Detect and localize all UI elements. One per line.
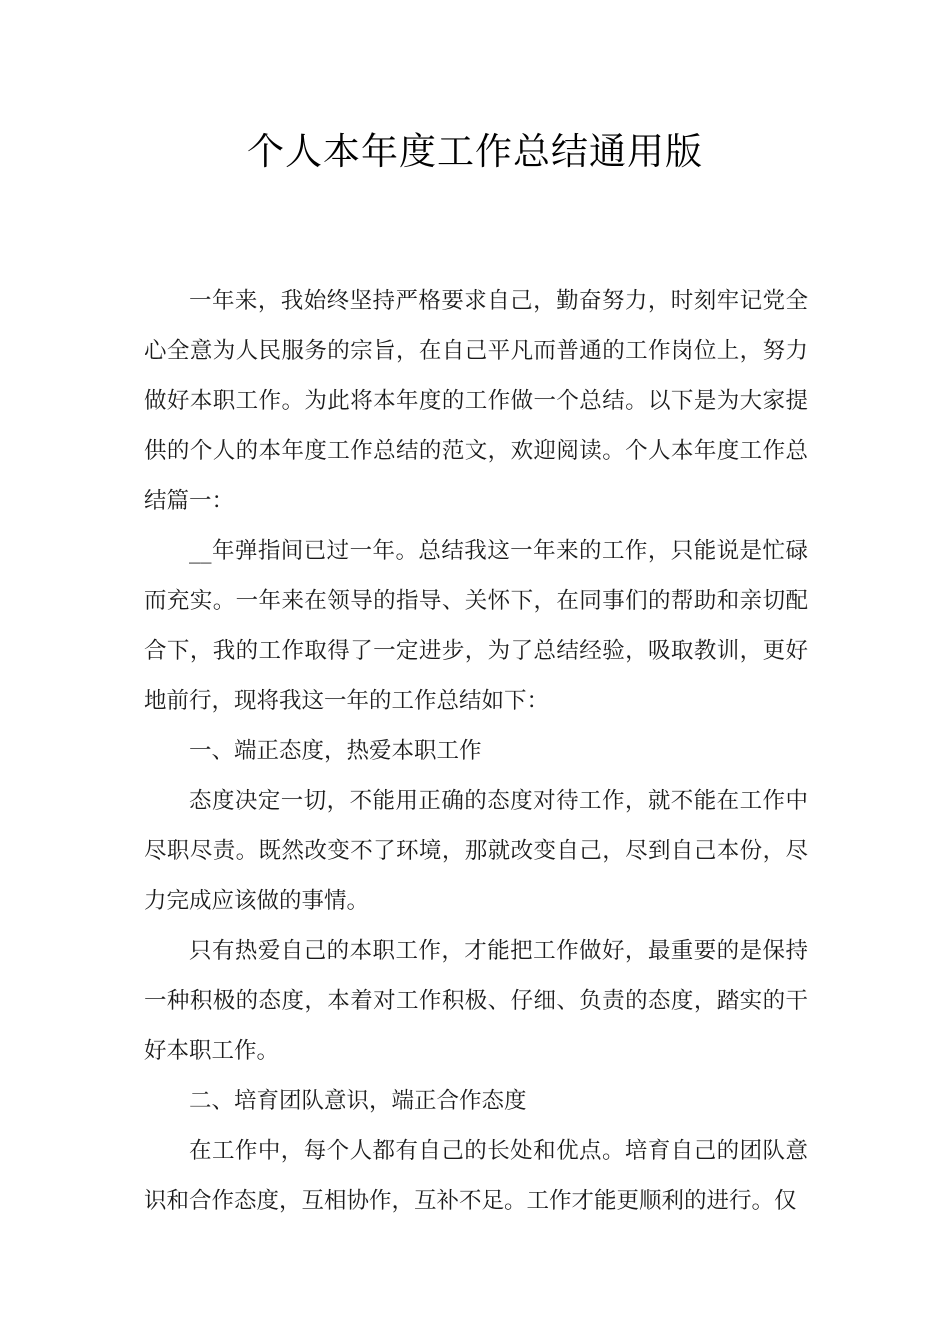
paragraph-intro: 一年来，我始终坚持严格要求自己，勤奋努力，时刻牢记党全心全意为人民服务的宗旨，在自己平凡而普通的工作岗位上，努力做好本职工作。为此将本年度的工作做一个总结。以下是为大家提供的个人的本年度工作总结的范文，欢迎阅读。个人本年度工作总结篇一：: [144, 288, 808, 514]
paragraph-teamwork: 在工作中，每个人都有自己的长处和优点。培育自己的团队意识和合作态度，互相协作，互补不足。工作才能更顺利的进行。仅: [144, 1138, 808, 1214]
paragraph-attitude: 态度决定一切，不能用正确的态度对待工作，就不能在工作中尽职尽责。既然改变不了环境，那就改变自己，尽到自己本份，尽力完成应该做的事情。: [144, 788, 808, 914]
document-title: 个人本年度工作总结通用版: [247, 130, 703, 173]
paragraph-love-work: 只有热爱自己的本职工作，才能把工作做好，最重要的是保持一种积极的态度，本着对工作积极、仔细、负责的态度，踏实的干好本职工作。: [144, 938, 808, 1064]
section-heading-attitude: 一、端正态度，热爱本职工作: [189, 738, 482, 764]
section-heading-teamwork: 二、培育团队意识，端正合作态度: [189, 1088, 527, 1114]
paragraph-year-summary: __年弹指间已过一年。总结我这一年来的工作，只能说是忙碌而充实。一年来在领导的指导、关怀下，在同事们的帮助和亲切配合下，我的工作取得了一定进步，为了总结经验，吸取教训，更好地前行，现将我这一年的工作总结如下：: [144, 538, 808, 714]
document-body: [144, 276, 808, 1226]
